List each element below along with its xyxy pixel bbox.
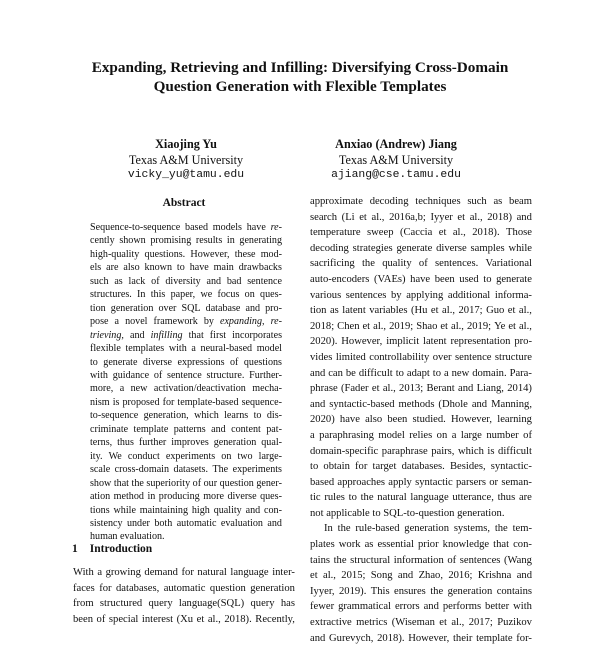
- text-line: nism is proposed for template-based sequence-: [90, 396, 282, 408]
- text-line: trieving, and infilling that first incorporates: [90, 329, 282, 341]
- text-line: ity. We conduct experiments on two large-: [90, 450, 282, 462]
- text-line: such as lack of diversity and bad sentence: [90, 275, 282, 287]
- text-line: With a growing demand for natural language inter-: [73, 567, 295, 578]
- text-line: search (Li et al., 2016a,b; Iyyer et al., 2018) and: [310, 211, 532, 223]
- title-line: Expanding, Retrieving and Infilling: Diversifying Cross-Domain: [91, 59, 509, 76]
- text-line: criminate template patterns and content pat-: [90, 423, 282, 435]
- text-line: to obtain for target databases. Besides, syntactic-: [310, 461, 532, 473]
- text-line: temperature sweep (Caccia et al., 2018). Those: [310, 227, 532, 239]
- text-line: not applicable to SQL-to-question generation.: [310, 507, 505, 519]
- text-line: human evaluation.: [90, 531, 165, 543]
- text-line: show that the superiority of our question gener-: [90, 477, 282, 489]
- text-line: domain-specific paraphrase pairs, which is difficult: [310, 445, 532, 457]
- text-line: 2020). However, implicit latent representation pro-: [310, 336, 532, 348]
- text-line: flexible templates with a neural-based model: [90, 343, 282, 355]
- text-line: els are also known to have main drawbacks: [90, 262, 282, 274]
- text-line: to generate diverse expressions of questions: [90, 356, 282, 368]
- text-line: vides limited controllability over sentence structure: [310, 351, 532, 363]
- text-line: with guidance of sentence structure. Further-: [90, 369, 282, 381]
- text-line: approximate decoding techniques such as beam: [310, 196, 532, 207]
- text-line: to-sequence generation, which learns to dis-: [90, 410, 282, 422]
- text-line: and Gurevych, 2018). However, their template for-: [310, 632, 532, 644]
- author-email: vicky_yu@tamu.edu: [127, 169, 245, 181]
- introduction-body: [73, 565, 295, 627]
- text-line: terns, thus further improves generation qual-: [90, 437, 282, 449]
- right-column-body: [310, 194, 532, 646]
- author-block: [76, 137, 296, 184]
- text-line: and syntactic-based methods (Dhole and Manning,: [310, 398, 532, 410]
- author-name: Xiaojing Yu: [155, 137, 217, 151]
- text-line: auto-encoders (VAEs) have been used to generate: [310, 273, 532, 285]
- text-line: cently shown promising results in generating: [90, 235, 282, 247]
- text-line: Sequence-to-sequence based models have re-: [90, 222, 282, 233]
- text-line: scale cross-domain datasets. The experiments: [90, 464, 282, 476]
- author-email: ajiang@cse.tamu.edu: [331, 169, 461, 181]
- text-line: various sentences by applying additional informa-: [310, 289, 532, 301]
- section-heading: [72, 543, 164, 555]
- text-line: tion generation over SQL database and pro-: [90, 302, 282, 314]
- text-line: In the rule-based generation systems, the tem-: [324, 523, 532, 535]
- author-affiliation: Texas A&M University: [338, 152, 454, 167]
- text-line: faces for databases, automatic question generation: [73, 582, 295, 594]
- author-name: Anxiao (Andrew) Jiang: [335, 137, 457, 151]
- abstract-heading: Abstract: [162, 197, 206, 209]
- text-line: structures. In this paper, we focus on ques-: [90, 289, 282, 301]
- paper-title: [40, 58, 560, 96]
- section-number: 1: [72, 543, 78, 555]
- title-line: Question Generation with Flexible Templates: [153, 78, 447, 95]
- text-line: based approaches apply syntactic parsers or seman-: [310, 476, 532, 488]
- text-line: pose a novel framework by expanding, re-: [90, 316, 282, 328]
- text-line: sacrificing the quality of sentences. Variational: [310, 258, 532, 270]
- text-line: more, a new activation/deactivation mecha-: [90, 383, 282, 395]
- text-line: tions while maintaining high quality and con-: [90, 504, 282, 516]
- text-line: tic rules to the natural language utterance, thus are: [310, 492, 532, 504]
- text-line: ation method in producing more diverse ques-: [90, 491, 282, 503]
- text-line: plates work as essential prior knowledge that con-: [310, 539, 532, 551]
- text-line: 2020) have also been studied. However, learning: [310, 414, 532, 426]
- text-line: fewer grammatical errors and performs better with: [310, 601, 532, 613]
- section-title: Introduction: [89, 543, 153, 555]
- text-line: tion as latent variables (Hu et al., 2017; Guo et al.,: [310, 305, 532, 317]
- abstract-body: [90, 221, 282, 544]
- text-line: 2018; Chen et al., 2019; Shao et al., 2019; Ye et al.,: [310, 320, 532, 332]
- text-line: et al., 2015; Song and Zhao, 2016; Krishna and: [310, 570, 532, 582]
- text-line: decoding strategies generate diverse samples while: [310, 242, 532, 254]
- author-affiliation: Texas A&M University: [128, 152, 244, 167]
- text-line: from structured query language(SQL) query has: [73, 598, 295, 610]
- text-line: extractive metrics (Wiseman et al., 2017; Puzikov: [310, 617, 532, 629]
- text-line: Iyyer, 2019). This ensures the generation contains: [310, 585, 532, 597]
- text-line: sistency under both automatic evaluation and: [90, 517, 282, 529]
- author-block: [286, 137, 506, 184]
- text-line: a paraphrasing model relies on a large number of: [310, 429, 532, 441]
- text-line: high-quality questions. However, these mod-: [90, 248, 282, 260]
- text-line: been of special interest (Xu et al., 2018). Recently,: [73, 613, 295, 625]
- text-line: and can be difficult to adapt to a new domain. Para-: [310, 367, 532, 379]
- text-line: tains the structural information of sentences (Wang: [310, 554, 532, 566]
- text-line: phrase (Fader et al., 2013; Berant and Liang, 2014): [310, 383, 532, 395]
